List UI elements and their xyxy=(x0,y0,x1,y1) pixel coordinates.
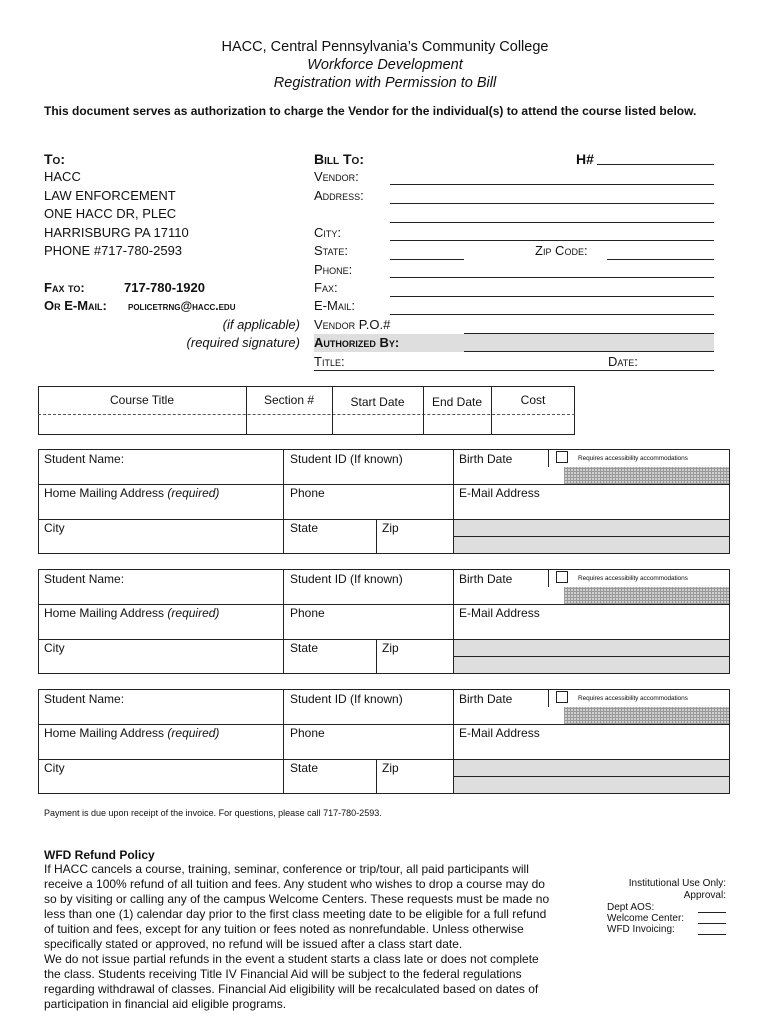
row-divider xyxy=(38,604,730,605)
student-name-label: Student Name: xyxy=(44,572,125,586)
zip-input[interactable] xyxy=(377,537,452,553)
section-input[interactable] xyxy=(247,415,332,434)
fax-label: Fax to: xyxy=(44,280,85,295)
accessibility-label: Requires accessibility accommodations xyxy=(578,455,688,462)
refund-line: regarding withdrawal of classes. Financial Aid eligibility will be recalculated based on dates of xyxy=(44,982,539,996)
phone-input[interactable] xyxy=(284,622,452,638)
end-date-header: End Date xyxy=(431,395,483,409)
refund-line: receive a 100% refund of all tuition and fees. Any student who wishes to drop a course may do xyxy=(44,877,545,891)
phone-input[interactable] xyxy=(284,742,452,758)
to-line: HACC xyxy=(44,169,81,184)
state-label: State xyxy=(290,641,319,655)
address-field[interactable] xyxy=(390,203,714,204)
form-title: Registration with Permission to Bill xyxy=(273,75,497,91)
state-input[interactable] xyxy=(284,657,375,673)
course-title-header: Course Title xyxy=(109,393,175,407)
address-label: Address: xyxy=(314,188,364,203)
email-label: E-Mail Address xyxy=(459,486,540,500)
birth-date-input[interactable] xyxy=(454,467,563,483)
to-line: HARRISBURG PA 17110 xyxy=(44,225,189,240)
birth-date-label: Birth Date xyxy=(459,692,513,706)
student-id-label: Student ID (If known) xyxy=(290,452,403,466)
home-address-label: Home Mailing Address xyxy=(44,726,165,740)
intro-text: This document serves as authorization to charge the Vendor for the individual(s) to attend the course listed below. xyxy=(44,104,697,118)
student-id-input[interactable] xyxy=(284,707,452,723)
col-divider xyxy=(548,689,549,707)
birth-date-input[interactable] xyxy=(454,707,563,723)
row-divider xyxy=(38,639,730,640)
email-label-billto: E-Mail: xyxy=(314,298,355,313)
email-field[interactable] xyxy=(390,314,714,315)
home-address-input[interactable] xyxy=(39,502,282,518)
home-address-label: Home Mailing Address xyxy=(44,606,165,620)
phone-label: Phone xyxy=(290,486,325,500)
city-field[interactable] xyxy=(390,240,714,241)
refund-line: If HACC cancels a course, training, seminar, conference or trip/tour, all paid participants will xyxy=(44,862,529,876)
student-name-label: Student Name: xyxy=(44,452,125,466)
city-label: City xyxy=(44,761,65,775)
zip-code-label: Zip Code: xyxy=(535,243,588,258)
zip-code-field[interactable] xyxy=(607,259,714,260)
welcome-center-field[interactable] xyxy=(698,923,726,924)
home-address-input[interactable] xyxy=(39,742,282,758)
phone-label: Phone: xyxy=(314,262,353,277)
student-name-input[interactable] xyxy=(39,707,282,723)
accessibility-checkbox[interactable] xyxy=(556,691,568,703)
approval-label: Approval: xyxy=(683,890,726,901)
phone-label: Phone xyxy=(290,726,325,740)
city-input[interactable] xyxy=(39,777,282,793)
required-signature-note: (required signature) xyxy=(186,335,300,350)
authorized-by-field[interactable] xyxy=(464,351,714,352)
refund-line: so by visiting or calling any of the campus Welcome Centers. These requests must be made no xyxy=(44,892,550,906)
home-address-input[interactable] xyxy=(39,622,282,638)
address-field-2[interactable] xyxy=(390,222,714,223)
zip-label: Zip xyxy=(382,641,399,655)
row-divider xyxy=(453,656,730,657)
email-input[interactable] xyxy=(454,742,729,758)
end-date-input[interactable] xyxy=(424,415,491,434)
state-field[interactable] xyxy=(390,259,464,260)
zip-label: Zip xyxy=(382,521,399,535)
authorized-by-label: Authorized By: xyxy=(314,335,400,350)
payment-note: Payment is due upon receipt of the invoice. For questions, please call 717-780-2593. xyxy=(44,808,382,818)
refund-line: less than one (1) calendar day prior to the first class meeting date to be eligible for a full refund xyxy=(44,907,547,921)
zip-label: Zip xyxy=(382,761,399,775)
title-date-field[interactable] xyxy=(314,370,714,371)
start-date-header: Start Date xyxy=(350,395,405,409)
fax-label-billto: Fax: xyxy=(314,280,338,295)
billto-heading: Bill To: xyxy=(314,151,364,167)
to-line: ONE HACC DR, PLEC xyxy=(44,206,177,221)
college-name: HACC, Central Pennsylvania’s Community College xyxy=(221,39,549,55)
institutional-use-heading: Institutional Use Only: xyxy=(628,878,726,889)
department-name: Workforce Development xyxy=(307,57,463,73)
zip-input[interactable] xyxy=(377,657,452,673)
vendor-label: Vendor: xyxy=(314,169,359,184)
city-label: City: xyxy=(314,225,342,240)
cost-input[interactable] xyxy=(492,415,574,434)
zip-input[interactable] xyxy=(377,777,452,793)
phone-field[interactable] xyxy=(390,277,714,278)
email-label: E-Mail Address xyxy=(459,726,540,740)
accessibility-checkbox[interactable] xyxy=(556,571,568,583)
row-divider xyxy=(38,519,730,520)
birth-date-label: Birth Date xyxy=(459,572,513,586)
required-note: (required) xyxy=(167,726,220,740)
email-input[interactable] xyxy=(454,502,729,518)
refund-policy-title: WFD Refund Policy xyxy=(44,848,155,862)
email-label: E-Mail Address xyxy=(459,606,540,620)
refund-line: We do not issue partial refunds in the event a student starts a class late or does not complete xyxy=(44,952,539,966)
section-header: Section # xyxy=(263,393,315,407)
student-id-label: Student ID (If known) xyxy=(290,692,403,706)
required-note: (required) xyxy=(167,606,220,620)
refund-line: specifically stated or approved, no refund will be issued after a class start date. xyxy=(44,937,463,951)
student-name-label: Student Name: xyxy=(44,692,125,706)
city-input[interactable] xyxy=(39,537,282,553)
birth-date-label: Birth Date xyxy=(459,452,513,466)
col-divider xyxy=(548,569,549,587)
row-divider xyxy=(38,724,730,725)
student-name-input[interactable] xyxy=(39,467,282,483)
city-input[interactable] xyxy=(39,657,282,673)
vendor-field[interactable] xyxy=(390,184,714,185)
city-label: City xyxy=(44,641,65,655)
date-label: Date: xyxy=(608,354,638,369)
col-divider xyxy=(548,449,549,467)
home-address-label: Home Mailing Address xyxy=(44,486,165,500)
title-label: Title: xyxy=(314,354,345,369)
h-number-field[interactable] xyxy=(597,164,714,165)
email-address: policetrng@hacc.edu xyxy=(128,299,236,313)
state-label: State: xyxy=(314,243,348,258)
refund-line: participation in financial aid eligible programs. xyxy=(44,997,287,1011)
student-id-input[interactable] xyxy=(284,467,452,483)
accessibility-label: Requires accessibility accommodations xyxy=(578,695,688,702)
vendor-po-label: Vendor P.O.# xyxy=(314,317,391,332)
to-line: LAW ENFORCEMENT xyxy=(44,188,176,203)
state-input[interactable] xyxy=(284,777,375,793)
h-number-label: H# xyxy=(576,151,594,167)
refund-line: of tuition and fees, except for any tuition or fees noted as nonrefundable. Unless otherwise xyxy=(44,922,524,936)
wfd-invoicing-field[interactable] xyxy=(698,934,726,935)
student-id-label: Student ID (If known) xyxy=(290,572,403,586)
student-id-input[interactable] xyxy=(284,587,452,603)
fax-number: 717-780-1920 xyxy=(124,280,205,295)
row-divider xyxy=(453,776,730,777)
state-label: State xyxy=(290,761,319,775)
refund-line: the class. Students receiving Title IV Financial Aid will be subject to the federal regulations xyxy=(44,967,522,981)
phone-input[interactable] xyxy=(284,502,452,518)
city-label: City xyxy=(44,521,65,535)
student-name-input[interactable] xyxy=(39,587,282,603)
birth-date-input[interactable] xyxy=(454,587,563,603)
state-label: State xyxy=(290,521,319,535)
start-date-input[interactable] xyxy=(333,415,423,434)
required-note: (required) xyxy=(167,486,220,500)
to-heading: To: xyxy=(44,151,65,167)
dept-aos-field[interactable] xyxy=(698,912,726,913)
dept-aos-label: Dept AOS: xyxy=(607,902,655,913)
email-label: Or E-Mail: xyxy=(44,298,107,313)
state-input[interactable] xyxy=(284,537,375,553)
cost-header: Cost xyxy=(520,393,546,407)
phone-label: Phone xyxy=(290,606,325,620)
accessibility-label: Requires accessibility accommodations xyxy=(578,575,688,582)
row-divider xyxy=(38,759,730,760)
welcome-center-label: Welcome Center: xyxy=(607,913,685,924)
email-input[interactable] xyxy=(454,622,729,638)
to-line: PHONE #717-780-2593 xyxy=(44,243,183,258)
row-divider xyxy=(38,484,730,485)
wfd-invoicing-label: WFD Invoicing: xyxy=(607,924,675,935)
if-applicable-note: (if applicable) xyxy=(222,317,300,332)
row-divider xyxy=(453,536,730,537)
accessibility-checkbox[interactable] xyxy=(556,451,568,463)
course-title-input[interactable] xyxy=(39,415,246,434)
fax-field[interactable] xyxy=(390,296,714,297)
